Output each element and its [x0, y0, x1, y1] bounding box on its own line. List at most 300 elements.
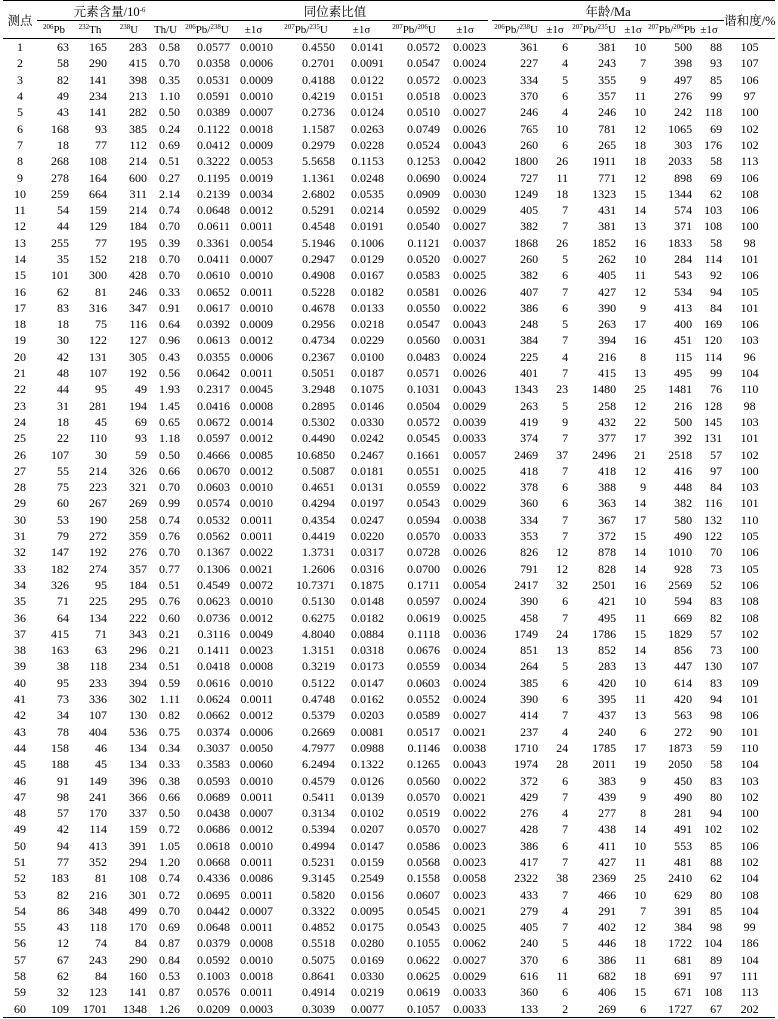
- table-cell: 0.0043: [453, 757, 487, 772]
- table-cell: 7: [562, 333, 569, 348]
- table-cell: 105: [740, 561, 759, 576]
- table-cell: 0.0077: [337, 1001, 386, 1018]
- col-u238-sup: 238: [119, 22, 131, 31]
- table-cell: 0.1003: [197, 969, 231, 984]
- table-cell: 0.0207: [351, 822, 385, 837]
- table-cell: 0.0229: [351, 333, 385, 348]
- table-cell: 188: [51, 757, 69, 772]
- table-cell: 0.27: [159, 170, 181, 185]
- table-cell: 0.0690: [407, 170, 441, 185]
- table-cell: 0.0625: [407, 969, 441, 984]
- table-cell: 0.2549: [351, 871, 385, 886]
- table-cell: 0.0581: [407, 284, 441, 299]
- table-cell: 0.4908: [302, 268, 336, 283]
- table-cell: 0.0023: [453, 838, 487, 853]
- table-cell: 98: [743, 235, 756, 250]
- table-cell: 0.1306: [197, 561, 231, 576]
- table-cell: 458: [520, 610, 539, 625]
- table-cell: 0.0242: [351, 431, 385, 446]
- table-cell: 1344: [668, 186, 693, 201]
- table-cell: 0.0050: [240, 740, 274, 755]
- table-cell: 34: [57, 708, 69, 723]
- table-cell: 295: [129, 594, 147, 609]
- table-cell: 7: [562, 789, 569, 804]
- table-cell: 10: [634, 887, 647, 902]
- table-cell: 336: [89, 692, 107, 707]
- table-cell: 0.0038: [453, 512, 487, 527]
- table-cell: 0.0559: [407, 659, 441, 674]
- table-cell: 202: [724, 1001, 775, 1018]
- table-cell: 0.0011: [240, 692, 274, 707]
- table-cell: 6: [562, 137, 569, 152]
- table-cell: 0.0060: [240, 757, 274, 772]
- table-cell: 0.4219: [302, 89, 336, 104]
- table-cell: 0.0389: [197, 105, 231, 120]
- table-cell: 14: [634, 643, 647, 658]
- table-cell: 0.0219: [351, 985, 385, 1000]
- table-cell: 0.2979: [302, 137, 336, 152]
- table-cell: 0.0024: [453, 692, 487, 707]
- table-cell: 0.0022: [453, 300, 487, 315]
- table-cell: 0.0510: [407, 105, 441, 120]
- table-row: [3, 772, 775, 788]
- table-cell: 0.6275: [302, 610, 336, 625]
- table-cell: 0.0011: [240, 789, 274, 804]
- table-cell: 0.0411: [197, 252, 231, 266]
- table-cell: 0.0173: [351, 659, 385, 674]
- table-cell: 407: [520, 284, 539, 299]
- table-cell: 107: [740, 659, 759, 674]
- table-cell: 366: [129, 789, 147, 804]
- table-cell: 32: [14, 545, 26, 560]
- table-cell: 263: [598, 317, 617, 332]
- table-cell: 6: [618, 1001, 648, 1018]
- table-cell: 262: [598, 252, 617, 266]
- table-cell: 0.75: [159, 724, 181, 739]
- table-cell: 63: [57, 40, 69, 55]
- table-cell: 100: [740, 219, 759, 234]
- table-cell: 1343: [514, 382, 539, 397]
- table-cell: 0.5518: [302, 936, 336, 951]
- table-cell: 96: [743, 349, 756, 364]
- table-cell: 100: [740, 806, 759, 821]
- table-cell: 0.0151: [351, 89, 385, 104]
- table-cell: 233: [89, 675, 107, 690]
- table-cell: 165: [89, 40, 107, 55]
- a3-txt1: Pb/: [658, 23, 674, 36]
- table-row: [3, 251, 775, 267]
- table-cell: 0.0058: [453, 871, 487, 886]
- table-cell: 0.5379: [302, 708, 336, 723]
- table-cell: 6: [562, 268, 569, 283]
- table-row: [3, 414, 775, 430]
- table-cell: 12: [634, 463, 647, 478]
- table-cell: 0.70: [159, 268, 181, 283]
- table-cell: 73: [57, 692, 69, 707]
- table-cell: 7: [562, 529, 569, 544]
- table-cell: 0.0029: [453, 969, 487, 984]
- table-cell: 0.0167: [351, 268, 385, 283]
- table-cell: 381: [598, 40, 617, 55]
- table-cell: 9: [562, 414, 569, 429]
- table-cell: 451: [674, 333, 693, 348]
- table-cell: 86: [57, 903, 69, 918]
- table-cell: 0.0010: [240, 89, 274, 104]
- table-cell: 1.2606: [302, 561, 336, 576]
- table-cell: 54: [14, 903, 26, 918]
- table-cell: 122: [89, 333, 107, 348]
- table-row: [3, 39, 775, 56]
- table-cell: 0.0038: [453, 740, 487, 755]
- table-cell: 5.5658: [302, 154, 336, 169]
- table-cell: 14: [634, 561, 647, 576]
- table-cell: 102: [740, 822, 759, 837]
- table-cell: 107: [51, 447, 69, 462]
- table-cell: 195: [129, 235, 147, 250]
- table-cell: 0.0011: [240, 854, 274, 869]
- table-cell: 176: [704, 137, 723, 152]
- table-cell: 30: [95, 447, 107, 462]
- table-cell: 0.1367: [197, 545, 231, 560]
- table-cell: 852: [598, 643, 617, 658]
- table-cell: 0.3037: [197, 740, 231, 755]
- table-cell: 0.87: [159, 985, 181, 1000]
- table-cell: 284: [674, 252, 693, 266]
- table-cell: 45: [14, 757, 26, 772]
- col-age-207-206-err: ±1σ: [700, 23, 718, 36]
- table-cell: 84: [710, 480, 723, 495]
- table-cell: 580: [674, 512, 693, 527]
- table-cell: 108: [89, 154, 107, 169]
- table-cell: 781: [598, 121, 617, 136]
- table-cell: 0.0024: [453, 349, 487, 364]
- table-cell: 0.5291: [302, 203, 336, 218]
- table-cell: 4: [562, 105, 569, 120]
- table-cell: 67: [57, 952, 69, 967]
- table-cell: 398: [674, 56, 693, 71]
- table-cell: 23: [556, 382, 569, 397]
- table-cell: 347: [129, 300, 147, 315]
- table-cell: 0.0545: [407, 431, 441, 446]
- table-cell: 31: [57, 398, 69, 413]
- table-cell: 0.0027: [453, 252, 487, 266]
- table-cell: 0.0122: [351, 72, 385, 87]
- table-cell: 0.0010: [240, 675, 274, 690]
- table-cell: 7: [562, 920, 569, 935]
- table-cell: 491: [674, 822, 693, 837]
- table-cell: 19: [14, 333, 26, 348]
- table-cell: 0.1265: [407, 757, 441, 772]
- table-cell: 259: [51, 186, 69, 201]
- table-cell: 40: [14, 675, 26, 690]
- table-cell: 265: [598, 137, 617, 152]
- table-cell: 16: [634, 235, 647, 250]
- table-cell: 0.76: [159, 594, 181, 609]
- table-cell: 57: [14, 952, 26, 967]
- table-cell: 0.0053: [240, 154, 274, 169]
- table-cell: 0.0023: [453, 887, 487, 902]
- table-cell: 360: [520, 496, 539, 511]
- table-row: [3, 756, 775, 772]
- table-cell: 17: [14, 300, 26, 315]
- table-cell: 0.0607: [407, 887, 441, 902]
- table-cell: 0.0007: [240, 252, 274, 266]
- table-cell: 0.0676: [407, 643, 441, 658]
- table-cell: 222: [129, 610, 147, 625]
- table-cell: 0.0568: [407, 854, 441, 869]
- col-ratio-207-235-err: ±1σ: [352, 23, 371, 36]
- table-cell: 415: [598, 366, 617, 381]
- table-cell: 0.66: [159, 463, 181, 478]
- table-cell: 0.0012: [240, 822, 274, 837]
- table-cell: 164: [89, 170, 107, 185]
- table-cell: 0.0012: [240, 463, 274, 478]
- table-cell: 382: [520, 268, 539, 283]
- col-age-207-206: [648, 21, 694, 39]
- table-cell: 382: [520, 219, 539, 234]
- table-cell: 15: [634, 626, 647, 641]
- table-cell: 89: [710, 952, 723, 967]
- table-cell: 105: [740, 529, 759, 544]
- table-row: [3, 805, 775, 821]
- table-cell: 616: [520, 969, 539, 984]
- table-cell: 0.0220: [351, 529, 385, 544]
- table-cell: 88: [710, 40, 723, 55]
- table-cell: 37: [14, 626, 26, 641]
- table-cell: 0.70: [159, 252, 181, 266]
- table-cell: 283: [598, 659, 617, 674]
- table-cell: 240: [598, 724, 617, 739]
- table-cell: 83: [710, 675, 723, 690]
- table-cell: 0.4188: [302, 72, 336, 87]
- table-cell: 276: [520, 806, 539, 821]
- table-cell: 0.0670: [197, 463, 231, 478]
- table-cell: 255: [51, 235, 69, 250]
- table-cell: 439: [598, 789, 617, 804]
- table-cell: 36: [14, 610, 26, 625]
- table-cell: 123: [89, 985, 107, 1000]
- table-cell: 0.0011: [240, 985, 274, 1000]
- table-cell: 0.0552: [407, 692, 441, 707]
- table-row: [3, 218, 775, 234]
- table-cell: 95: [57, 675, 69, 690]
- table-cell: 0.70: [159, 903, 181, 918]
- table-cell: 382: [674, 496, 693, 511]
- table-cell: 0.84: [159, 952, 181, 967]
- table-cell: 300: [89, 268, 107, 283]
- table-cell: 0.1253: [407, 154, 441, 169]
- table-cell: 0.2701: [302, 56, 336, 71]
- table-cell: 0.0022: [453, 773, 487, 788]
- table-cell: 1010: [668, 545, 693, 560]
- table-cell: 241: [89, 789, 107, 804]
- table-cell: 0.1558: [407, 871, 441, 886]
- table-cell: 106: [740, 708, 759, 723]
- table-cell: 106: [740, 203, 759, 218]
- table-cell: 9: [17, 170, 23, 185]
- table-cell: 80: [710, 789, 723, 804]
- table-cell: 0.0036: [453, 626, 487, 641]
- table-cell: 31: [14, 529, 26, 544]
- table-cell: 6: [562, 773, 569, 788]
- table-cell: 5: [562, 936, 569, 951]
- table-cell: 108: [740, 594, 759, 609]
- table-cell: 669: [674, 610, 693, 625]
- table-cell: 18: [634, 137, 647, 152]
- table-cell: 0.2669: [302, 724, 336, 739]
- col-ratio-206-238: [182, 21, 232, 39]
- table-cell: 0.5228: [302, 284, 336, 299]
- table-cell: 57: [710, 626, 723, 641]
- table-cell: 0.0024: [453, 170, 487, 185]
- table-cell: 0.0547: [407, 317, 441, 332]
- table-cell: 0.0037: [453, 235, 487, 250]
- table-cell: 37: [556, 447, 569, 462]
- table-cell: 74: [95, 936, 107, 951]
- table-cell: 94: [710, 284, 723, 299]
- table-cell: 0.0330: [351, 414, 385, 429]
- table-cell: 398: [129, 72, 147, 87]
- table-cell: 101: [740, 431, 759, 446]
- table-cell: 0.91: [159, 300, 181, 315]
- table-cell: 42: [57, 349, 69, 364]
- table-cell: 0.3116: [197, 626, 231, 641]
- table-cell: 0.70: [159, 545, 181, 560]
- table-cell: 0.0006: [240, 56, 274, 71]
- table-cell: 0.0029: [453, 496, 487, 511]
- table-cell: 11: [634, 89, 647, 104]
- table-row: [3, 561, 775, 577]
- table-cell: 6: [562, 675, 569, 690]
- table-cell: 10: [556, 121, 569, 136]
- table-cell: 44: [57, 219, 69, 234]
- col-age-207-235-err: ±1σ: [624, 23, 642, 36]
- table-cell: 5: [562, 659, 569, 674]
- table-cell: 24: [556, 626, 569, 641]
- table-cell: 0.0749: [407, 121, 441, 136]
- table-cell: 0.0209: [182, 1001, 232, 1018]
- table-cell: 281: [674, 806, 693, 821]
- table-cell: 372: [520, 773, 539, 788]
- table-cell: 671: [674, 985, 693, 1000]
- table-cell: 18: [556, 186, 569, 201]
- table-cell: 0.1122: [197, 121, 231, 136]
- table-cell: 114: [704, 349, 723, 364]
- table-cell: 384: [520, 333, 539, 348]
- table-cell: 107: [89, 366, 107, 381]
- table-cell: 0.0129: [351, 252, 385, 266]
- table-cell: 0.0438: [197, 806, 231, 821]
- table-cell: 0.3134: [302, 806, 336, 821]
- table-cell: 0.0018: [240, 969, 274, 984]
- table-cell: 394: [129, 675, 147, 690]
- table-cell: 0.0560: [407, 333, 441, 348]
- header-concordance: 谐和度/%: [724, 1, 775, 39]
- table-row: [3, 984, 775, 1000]
- table-cell: 0.0086: [240, 871, 274, 886]
- table-cell: 227: [520, 56, 539, 71]
- table-cell: 0.0011: [240, 887, 274, 902]
- table-cell: 214: [129, 154, 147, 169]
- table-cell: 100: [740, 463, 759, 478]
- table-cell: 311: [129, 186, 147, 201]
- table-cell: 0.0545: [407, 903, 441, 918]
- table-cell: 0.0011: [240, 366, 274, 381]
- col-u238-txt: U: [130, 23, 139, 36]
- table-cell: 12: [634, 284, 647, 299]
- table-cell: 0.0023: [453, 854, 487, 869]
- table-cell: 1.3731: [302, 545, 336, 560]
- table-cell: 106: [740, 838, 759, 853]
- table-row: [3, 398, 775, 414]
- table-cell: 141: [89, 72, 107, 87]
- table-row: [3, 544, 775, 560]
- table-cell: 160: [129, 969, 147, 984]
- table-cell: 130: [704, 659, 723, 674]
- table-cell: 109: [740, 675, 759, 690]
- table-cell: 390: [598, 300, 617, 315]
- r1-sup2: 238: [210, 22, 221, 31]
- table-cell: 0.33: [159, 757, 181, 772]
- table-cell: 38: [556, 871, 569, 886]
- table-cell: 243: [598, 56, 617, 71]
- table-cell: 405: [520, 203, 539, 218]
- table-cell: 7: [17, 137, 23, 152]
- table-cell: 7: [640, 903, 647, 918]
- table-cell: 0.0572: [407, 40, 441, 55]
- table-cell: 98: [710, 920, 723, 935]
- table-cell: 10: [634, 40, 647, 55]
- table-cell: 100: [740, 105, 759, 120]
- table-cell: 22: [14, 382, 26, 397]
- table-cell: 0.0280: [351, 936, 385, 951]
- table-cell: 0.0010: [240, 594, 274, 609]
- table-cell: 274: [89, 561, 107, 576]
- table-cell: 0.0133: [351, 300, 385, 315]
- table-cell: 0.0518: [407, 89, 441, 104]
- table-cell: 391: [674, 903, 693, 918]
- table-cell: 1249: [514, 186, 539, 201]
- table-cell: 38: [14, 643, 26, 658]
- table-cell: 39: [14, 659, 26, 674]
- table-cell: 42: [14, 708, 26, 723]
- table-cell: 0.0570: [407, 789, 441, 804]
- table-cell: 106: [740, 72, 759, 87]
- table-cell: 0.0517: [407, 724, 441, 739]
- table-cell: 90: [710, 724, 723, 739]
- table-cell: 0.0126: [351, 773, 385, 788]
- table-cell: 0.0577: [197, 40, 231, 55]
- table-cell: 0.0043: [453, 137, 487, 152]
- table-cell: 0.5051: [302, 366, 336, 381]
- table-cell: 10: [634, 675, 647, 690]
- table-cell: 600: [129, 170, 147, 185]
- table-cell: 108: [129, 871, 147, 886]
- table-cell: 0.1118: [407, 626, 441, 641]
- table-cell: 243: [89, 952, 107, 967]
- table-cell: 928: [674, 561, 693, 576]
- table-cell: 12: [57, 936, 69, 951]
- table-cell: 102: [704, 822, 723, 837]
- a1-txt1: Pb/: [504, 23, 520, 36]
- table-cell: 361: [520, 40, 539, 55]
- table-cell: 0.0011: [240, 529, 274, 544]
- table-cell: 131: [89, 349, 107, 364]
- table-cell: 0.0535: [351, 186, 385, 201]
- table-cell: 0.0010: [240, 838, 274, 853]
- table-cell: 28: [14, 480, 26, 495]
- table-cell: 0.0642: [197, 366, 231, 381]
